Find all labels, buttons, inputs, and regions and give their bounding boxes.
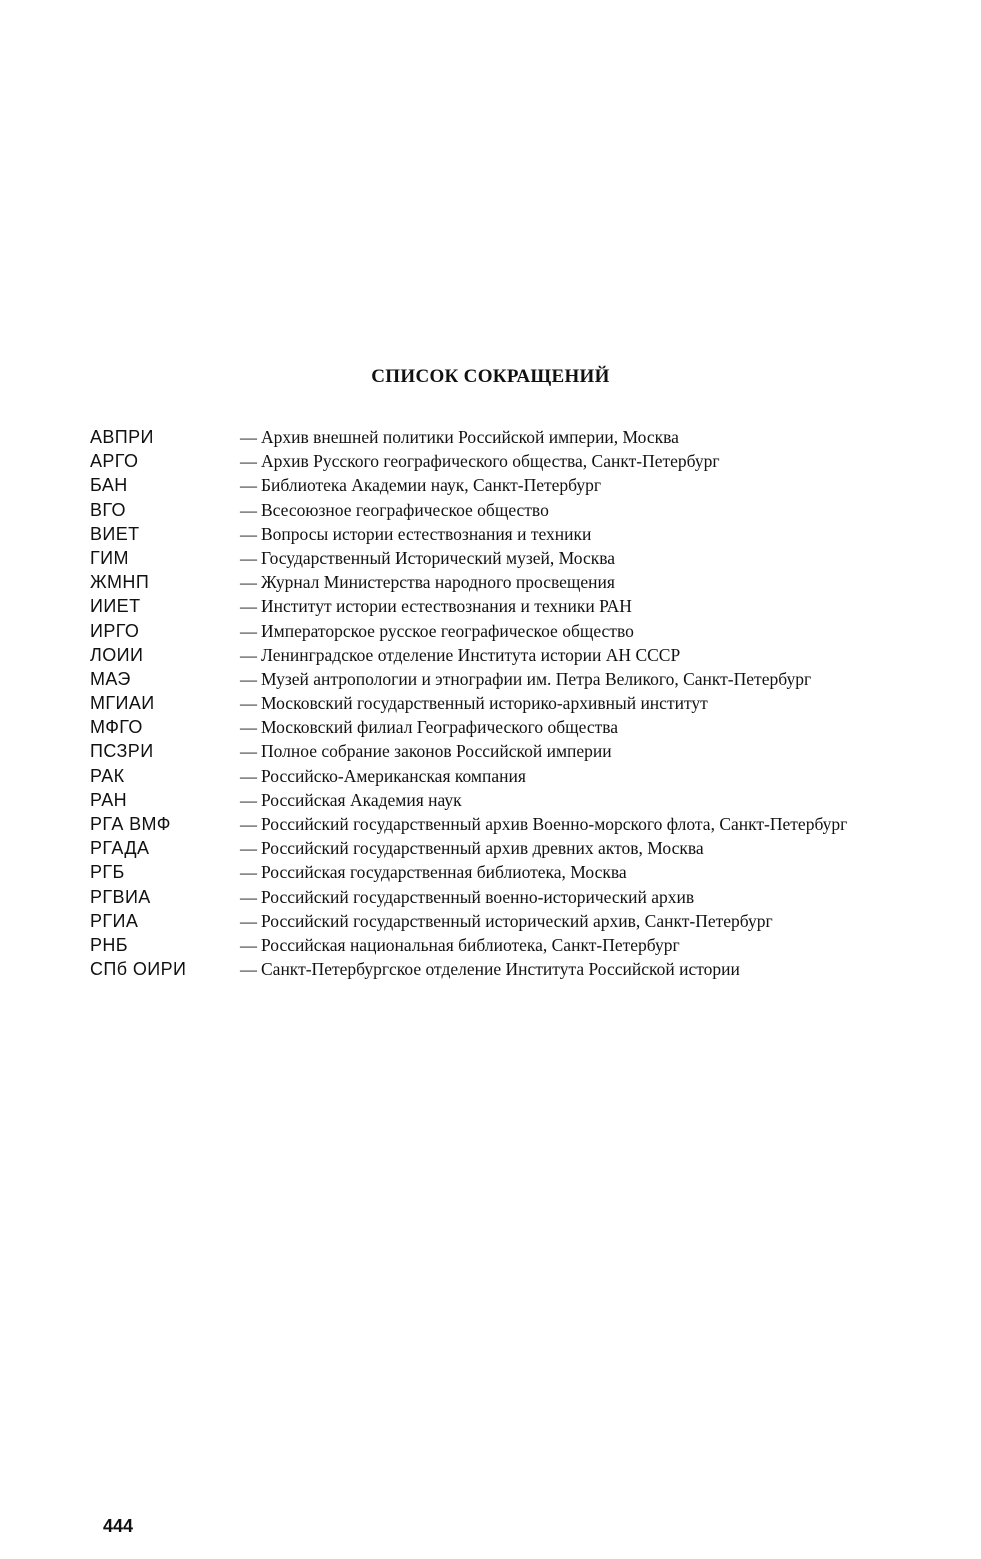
dash: — [240,718,257,738]
abbreviation: МГИАИ [90,693,155,714]
abbreviation: ПСЗРИ [90,741,154,762]
definition: Российский государственный военно-исторический архив [261,886,695,907]
dash: — [240,694,257,714]
page-title: СПИСОК СОКРАЩЕНИЙ [371,366,610,387]
list-item [90,596,975,620]
dash: — [240,548,257,568]
abbreviation: ЖМНП [90,572,150,593]
dash: — [240,839,257,859]
list-item [90,911,975,935]
dash: — [240,476,257,496]
dash: — [240,742,257,762]
page-number: 444 [103,1516,134,1536]
list-item [90,814,975,838]
dash: — [240,597,257,617]
dash: — [240,524,257,544]
definition: Императорское русское географическое общество [261,620,634,641]
definition: Библиотека Академии наук, Санкт-Петербург [261,475,602,496]
list-item [90,451,975,475]
list-item [90,427,975,451]
definition: Институт истории естествознания и техники РАН [261,596,632,617]
dash: — [240,669,257,689]
list-item [90,500,975,524]
abbreviation: АРГО [90,451,139,472]
list-item [90,959,975,983]
definition: Московский государственный историко-архивный институт [261,693,708,714]
abbreviation: ИИЕТ [90,596,141,617]
abbreviation: ВГО [90,499,126,520]
abbreviation: ВИЕТ [90,523,140,544]
dash: — [240,452,257,472]
definition: Российский государственный архив древних актов, Москва [261,838,704,859]
abbreviation: ГИМ [90,547,129,568]
abbreviation: РАН [90,789,128,810]
dash: — [240,428,257,447]
dash: — [240,621,257,641]
dash: — [240,500,257,520]
dash: — [240,935,257,955]
dash: — [240,815,257,834]
list-item [90,717,975,741]
definition: Архив Русского географического общества, Санкт-Петербург [261,451,720,472]
abbreviation: РГА ВМФ [90,814,171,834]
definition: Государственный Исторический музей, Москва [261,547,616,568]
list-item [90,741,975,765]
definition: Вопросы истории естествознания и техники [261,523,592,544]
dash: — [240,911,257,931]
dash: — [240,960,257,980]
definition: Ленинградское отделение Института истории АН СССР [261,644,681,665]
definition: Российская национальная библиотека, Санкт-Петербург [261,934,680,955]
list-item [90,862,975,886]
definition: Российский государственный исторический архив, Санкт-Петербург [261,910,773,931]
dash: — [240,573,257,593]
definition: Российская Академия наук [261,789,462,810]
abbreviation: ЛОИИ [90,644,144,665]
definition: Российская государственная библиотека, Москва [261,862,627,883]
list-item [90,669,975,693]
abbreviation: МФГО [90,717,143,738]
list-item [90,693,975,717]
definition: Московский филиал Географического общества [261,717,619,738]
dash: — [240,645,257,665]
definition: Музей антропологии и этнографии им. Петра Великого, Санкт-Петербург [261,668,812,689]
abbreviation: РГВИА [90,886,151,907]
list-item [90,524,975,548]
abbreviation: БАН [90,475,128,496]
definition: Российский государственный архив Военно-морского флота, Санкт-Петербург [261,814,848,834]
dash: — [240,790,257,810]
abbreviation: РГБ [90,862,125,883]
dash: — [240,887,257,907]
dash: — [240,766,257,786]
list-item [90,475,975,499]
list-item [90,935,975,959]
abbreviation: РГАДА [90,838,150,859]
list-item [90,766,975,790]
list-item [90,790,975,814]
dash: — [240,863,257,883]
definition: Российско-Американская компания [261,765,526,786]
abbreviation: РГИА [90,910,139,931]
list-item [90,645,975,669]
definition: Архив внешней политики Российской империи, Москва [261,427,679,447]
abbreviation: РАК [90,765,125,786]
list-item [90,887,975,911]
abbreviation: МАЭ [90,668,131,689]
list-item [90,838,975,862]
list-item [90,548,975,572]
list-item [90,572,975,596]
definition: Всесоюзное географическое общество [261,499,549,520]
abbreviation: АВПРИ [90,427,154,447]
definition: Полное собрание законов Российской империи [261,741,612,762]
abbreviation: РНБ [90,934,129,955]
list-item [90,621,975,645]
abbreviation: ИРГО [90,620,140,641]
definition: Журнал Министерства народного просвещения [261,572,615,593]
abbreviation-list [90,427,975,983]
abbreviation: СПб ОИРИ [90,959,187,980]
definition: Санкт-Петербургское отделение Института Российской истории [261,959,740,980]
